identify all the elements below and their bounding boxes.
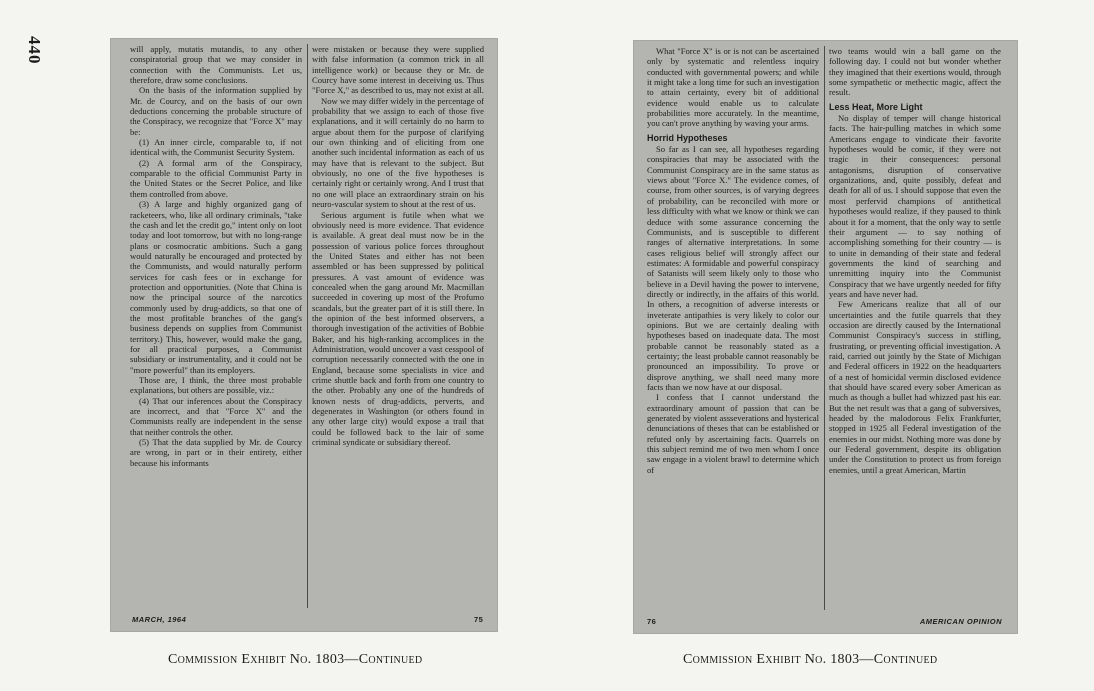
paragraph: On the basis of the information supplied by Mr. de Courcy, and on the basis of our own deductions concerning the probable structure of the Conspiracy, we recognize that "Force X" may be: <box>130 85 302 137</box>
paragraph: What "Force X" is or is not can be ascertained only by systematic and relentless inquiry conducted with governmental powers; and while it might take a long time for such an investigation to attain certainty, every bit of additional evidence would enable us to calculate probabilities more accurately. In the meantime, you can't prove anything by waving your arms. <box>647 46 819 129</box>
left-page-number: 75 <box>474 615 484 624</box>
paragraph: two teams would win a ball game on the following day. I could not but wonder whether they imagined that their exertions would, through some sympathetic or methectic magic, affect the result. <box>829 46 1001 98</box>
left-page-column-1 <box>130 44 302 610</box>
left-page-column-2 <box>312 44 484 610</box>
left-magazine-page <box>110 38 498 632</box>
paragraph: (4) That our inferences about the Conspiracy are incorrect, and that "Force X" and the Communists really are independent in the sense that neither controls the other. <box>130 395 302 437</box>
paragraph: No display of temper will change historical facts. The hair-pulling matches in which some Americans engage to vindicate their favorite hypotheses would be comic, if they were not tragic in their consequences: personal antagonisms, disruption of conservative organizations, and, quite possibly, defeat and death for all of us. I should suppose that even the most perfervid champions of antithetical hypotheses would realize, if they paused to think about it for a moment, that the only way to settle their argument — to say nothing of accomplishing something for their country — is to unite in demanding of their state and federal governments the kind of searching and unremitting inquiry into the Communist Conspiracy that we have urgently needed for fifty years and have never had. <box>829 113 1001 299</box>
right-magazine-page <box>633 40 1018 634</box>
paragraph: So far as I can see, all hypotheses regarding conspiracies that may be associated with the Communist Conspiracy are in the same status as views about "Force X." The evidence comes, of course, from other sources, is of varying degrees of probability, can be reconciled with more or less difficulty with what we know or think we can deduce with some assurance concerning the Communists, and is susceptible to different ranges of alternative interpretations. In some cases religious belief will strongly affect our estimates: A formidable and powerful conspiracy of Satanists will seem likely only to those who believe in a Devil having the power to intervene, directly or indirectly, in the affairs of this world. In others, a recognition of adverse interests or inveterate antipathies is very likely to color our opinions. But we are certainly dealing with hypotheses based on inadequate data. The most probable cannot be reasonably stated as a certainty; the least probable cannot reasonably be pronounced an impossibility. To prove or disprove anything, we shall need many more facts than we now have at our disposal. <box>647 144 819 392</box>
exhibit-caption-text: Commission Exhibit No. 1803—Continued <box>683 652 938 667</box>
exhibit-caption-left <box>168 652 422 668</box>
section-heading: Less Heat, More Light <box>829 101 923 112</box>
paragraph: (2) A formal arm of the Conspiracy, comparable to the official Communist Party in the United States or the Secret Police, and like them controlled from above. <box>130 157 302 199</box>
paragraph: (1) An inner circle, comparable to, if not identical with, the Communist Security System. <box>130 137 302 158</box>
paragraph: Those are, I think, the three most probable explanations, but others are possible, viz.: <box>130 375 302 396</box>
right-page-footer-publication: AMERICAN OPINION <box>919 617 1002 626</box>
paragraph: Serious argument is futile when what we obviously need is more evidence. That evidence is available. A great deal must now be in the possession of various police forces throughout the United States and either has not been assembled or has been suppressed by political pressures. A vast amount of evidence was concealed when the gang around Mr. Macmillan succeeded in covering up most of the Profumo scandals, but the greater part of it is still there. In the opinion of the best informed observers, a thorough investigation of the activities of Bobbie Baker, and his high-ranking accomplices in the Administration, would uncover a vast cesspool of corruption necessarily connected with the one in England, because some specialists in vice and crime shuttle back and forth from one country to the other. Probably any one of the hundreds of known nests of drug-addicts, perverts, and degenerates in Washington (or others found in any other large city) would expose a trail that could be followed back to the lair of some criminal syndicate or subsidiary thereof. <box>312 209 484 448</box>
paragraph: (5) That the data supplied by Mr. de Courcy are wrong, in part or in their entirety, either because his informants <box>130 437 302 468</box>
paragraph: (3) A large and highly organized gang of racketeers, who, like all ordinary criminals, "take the cash and let the credit go," intent only on loot today and loot tomorrow, but with no long-range plans or cosmocratic ambitions. Such a gang would naturally be encouraged and protected by the Communists, and would naturally perform services for cash fees or in exchange for protection and opportunities. (Note that China is now the principal source of the narcotics commonly used by drug-addicts, so that one of the most profitable branches of the gang's business depends on supplies from Communist territory.) This, however, would make the gang, for all practical purposes, a Communist subsidiary or instrumentality, and it could not be "more powerful" than its employers. <box>130 199 302 375</box>
paragraph: were mistaken or because they were supplied with false information (a common trick in all intelligence work) or because they or Mr. de Courcy have some interest in deceiving us. Thus "Force X," as described to us, may not exist at all. <box>312 44 484 96</box>
right-page-column-1 <box>647 46 819 612</box>
paragraph: Few Americans realize that all of our uncertainties and the futile quarrels that they occasion are directly caused by the International Communist Conspiracy's success in stifling, frustrating, or preventing official investigation. A raid, carried out jointly by the State of Michigan and Federal officers in 1922 on the headquarters of a nest of homicidal vermin disclosed evidence that should have scared every sober American as much as though a bullet had whizzed past his ear. But the net result was that a gang of subversives, headed by the malodorous Felix Frankfurter, stopped in 1925 all Federal investigation of the enemies in our midst. Nothing more was done by our Federal government, despite its obligation under the Constitution to protect us from foreign enemies, until a great American, Martin <box>829 299 1001 475</box>
left-page-footer-date: MARCH, 1964 <box>132 615 187 624</box>
right-page-column-2 <box>829 46 1001 612</box>
side-page-number: 440 <box>25 36 44 65</box>
paragraph: Now we may differ widely in the percentage of probability that we assign to each of those five explanations, and it will certainly do no harm to argue about them for the purpose of clarifying our own thinking and of eliciting from one another such incidental information as each of us may have that is relevant to the subject. But obviously, no one of the five hypotheses is certainly right or certainly wrong. And I trust that no one will place an extraordinary strain on his neuro-vascular system to shout at the rest of us. <box>312 95 484 210</box>
exhibit-caption-right <box>683 652 937 668</box>
column-divider <box>307 44 308 608</box>
paragraph: will apply, mutatis mutandis, to any other conspiratorial group that we may consider in connection with the Communists. Let us, therefore, draw some conclusions. <box>130 44 302 86</box>
exhibit-caption-text: Commission Exhibit No. 1803—Continued <box>168 652 423 667</box>
column-divider <box>824 46 825 610</box>
paragraph: I confess that I cannot understand the extraordinary amount of passion that can be generated by violent assseverations and hysterical denunciations of theses that can be established or refuted only by ascertaining facts. Quarrels on this subject remind me of two men whom I once saw engage in a violent brawl to determine which of <box>647 392 819 475</box>
section-heading: Horrid Hypotheses <box>647 132 728 143</box>
right-page-number: 76 <box>647 617 657 626</box>
